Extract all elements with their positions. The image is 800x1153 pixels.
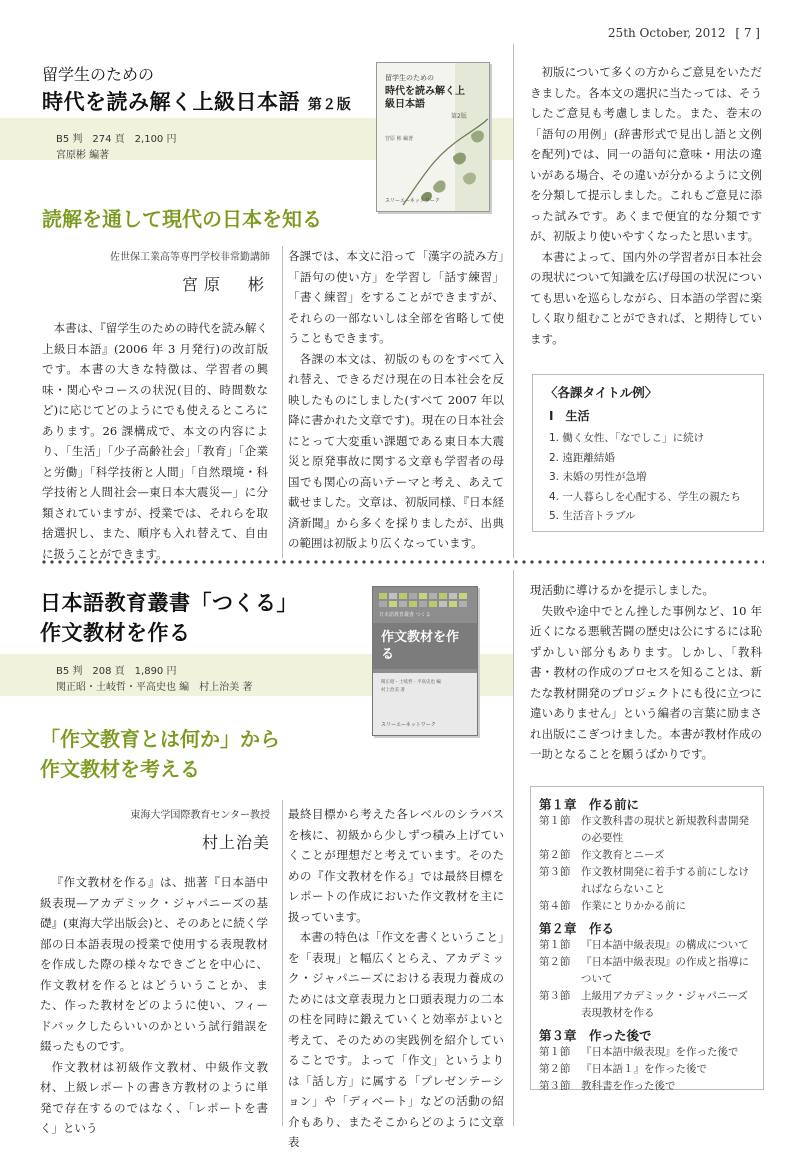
- toc-text: 作文教育とニーズ: [581, 849, 665, 861]
- article2-para4: 本書の特色は「作文を書くということ」を「表現」と幅広くとらえ、アカデミック・ジャパニーズにおける表現力養成のためには文章表現力と口頭表現力の二本の柱を同時に鍛えていくと効率がよいと考えて、そのための実践例を紹介していることです。よって「作文」というよりは「話し方」に属する「プレゼンテーション」や「ディベート」などの活動の紹介もあり、またそこからどのように文章表: [288, 930, 504, 1149]
- article2-editors: 関正昭・土岐哲・平高史也 編 村上治美 著: [56, 682, 253, 693]
- toc-chapter-2: [539, 919, 755, 1022]
- article1-para4: 初版について多くの方からご意見をいただきました。各本文の選択に当たっては、そうしたご意見も考慮しました。また、巻末の「語句の用例」(辞書形式で見出し語と文例を配列)では、同一の語句に意味・用法の違いがある場合、その違いが分かるように文例を分類して提示しました。これもご意見に添った試みです。あくまで便宜的な分類ですが、初版より使いやすくなったと思います。: [530, 65, 762, 243]
- toc-num: 第１節: [539, 815, 571, 827]
- cover1-publisher: スリーエーネットワーク: [385, 198, 440, 204]
- toc-item: [539, 937, 755, 954]
- toc-chapter-title: 第２章 作る: [539, 921, 615, 936]
- article2-para3: 最終目標から考えた各レベルのシラバスを核に、初級から少しずつ積み上げていくことが理想だと考えています。そのための『作文教材を作る』では最終目標をレポートの作成においた作文教材を主に扱っています。: [288, 807, 504, 924]
- toc-text: 『日本語中級表現』の作成と指導について: [581, 956, 749, 985]
- column-rule: [282, 246, 283, 558]
- toc-item: [539, 1061, 755, 1078]
- cover2-pattern: [379, 593, 471, 609]
- lesson-titles-box: [532, 374, 764, 532]
- cover1-author: 宮原 彬 編著: [385, 136, 414, 142]
- toc-item: [539, 988, 755, 1022]
- toc-chapter-1: [539, 795, 755, 915]
- page-number: [ 7 ]: [735, 26, 760, 40]
- toc-text: 『日本語１』を作った後で: [581, 1063, 707, 1075]
- article2-col1: [40, 872, 268, 1139]
- toc-text: 作業にとりかかる前に: [581, 900, 686, 912]
- book-cover-1: [376, 62, 490, 212]
- article1-author: 宮原 彬: [181, 275, 270, 294]
- toc-item: [539, 813, 755, 847]
- cover1-title: 時代を読み解く上級日本語: [385, 86, 465, 110]
- list-item: 3. 未婚の男性が急増: [549, 471, 647, 483]
- article2-headline-line1: 「作文教育とは何か」から: [40, 727, 280, 751]
- list-item: 5. 生活音トラブル: [549, 510, 636, 522]
- toc-num: 第３節: [539, 866, 571, 878]
- article1-title-text: 時代を読み解く上級日本語: [42, 90, 300, 114]
- dotted-separator: [40, 560, 764, 564]
- toc-text: 作文教材開発に着手する前にしなければならないこと: [581, 866, 749, 895]
- toc-item: [539, 1044, 755, 1061]
- toc-num: 第１節: [539, 939, 571, 951]
- toc-chapter-3: [539, 1026, 755, 1095]
- article1-headline: 読解を通して現代の日本を知る: [42, 207, 322, 231]
- toc-item: [539, 954, 755, 988]
- issue-date: [608, 26, 760, 40]
- toc-item: [539, 864, 755, 898]
- cover1-kicker: 留学生のための: [385, 74, 434, 82]
- book-cover-2: [372, 586, 478, 736]
- article1-affiliation: 佐世保工業高等専門学校非常勤講師: [110, 252, 270, 263]
- article2-para5: 現活動に導けるかを提示しました。: [530, 583, 714, 597]
- cover2-author2: 村上治美 著: [381, 688, 405, 693]
- toc-text: 上級用アカデミック・ジャパニーズ表現教材を作る: [581, 990, 748, 1019]
- column-rule: [513, 44, 514, 558]
- article2-author: 村上治美: [201, 833, 270, 852]
- column-rule: [282, 800, 283, 1126]
- toc-num: 第２節: [539, 956, 571, 968]
- article1-kicker: 留学生のための: [42, 65, 155, 84]
- article1-col2: [288, 246, 504, 554]
- toc-item: [539, 1078, 755, 1095]
- box-title: 〈各課タイトル例〉: [545, 385, 658, 400]
- toc-num: 第１節: [539, 1046, 571, 1058]
- article1-col1: [42, 318, 268, 564]
- cover2-author: 関正昭・土岐哲・平高史也 編: [381, 680, 441, 685]
- box-list: [549, 429, 741, 527]
- article2-affiliation: 東海大学国際教育センター教授: [130, 810, 270, 821]
- toc-box: [530, 786, 764, 1090]
- cover2-title: 作文教材を作る: [381, 630, 460, 662]
- article1-edition: 第２版: [307, 97, 352, 113]
- article1-para3: 各課の本文は、初版のものをすべて入れ替え、できるだけ現在の日本社会を反映したものにしました(すべて 2007 年以降に書かれた文章です)。現在の日本社会にとって大変重い課題である東日本大震災と原発事故に関する文章も学習者の母国でも関心の高いテーマと考え、あえて載せました。文章は、初版同様、『日本経済新聞』から多くを採りましたが、出典の範囲は初版より広くなっています。: [288, 351, 504, 550]
- article1-para1: 本書は、『留学生のための時代を読み解く上級日本語』(2006 年 3 月発行)の改訂版です。本書の大きな特徴は、学習者の興味・関心やコースの状況(目的、時間数など)に応じてどのようにでも使えるところにあります。26 課構成で、本文の内容により、「生活」「少子高齢社会」「教育」「企業と労働」「科学技術と人間」「自然環境・科学技術と人間社会—東日本大震災—」に分類されていますが、授業では、それらを取捨選択し、また、順序も入れ替えて、自由に扱うことができます。: [42, 321, 268, 561]
- article2-title: [40, 588, 298, 648]
- article2-para6: 失敗や途中でとん挫した事例など、10 年近くになる悪戦苦闘の歴史は公にするには恥ずかしい部分もあります。しかし、「教科書・教材の作成のプロセスを知ることは、新たな教材開発のプロジェクトにも役に立つに違いありません」という編者の言葉に励まされ出版にこぎつけました。本書が教材作成の一助となることを願うばかりです。: [530, 603, 762, 761]
- toc-text: 作文教科書の現状と新規教科書開発の必要性: [581, 815, 749, 844]
- article1-col3: [530, 62, 762, 349]
- article2-para2: 作文教材は初級作文教材、中級作文教材、上級レポートの書き方教材のように単発で存在するのではなく、「レポートを書く」という: [40, 1059, 268, 1135]
- article2-col3: [530, 580, 762, 765]
- article2-title-line2: 作文教材を作る: [40, 621, 191, 645]
- toc-num: 第２節: [539, 849, 571, 861]
- article1-specs: [56, 132, 176, 164]
- toc-num: 第３節: [539, 1080, 571, 1092]
- toc-text: 『日本語中級表現』を作った後で: [581, 1046, 739, 1058]
- article2-headline-line2: 作文教材を考える: [40, 757, 200, 781]
- article2-para1: 『作文教材を作る』は、拙著『日本語中級表現—アカデミック・ジャパニーズの基礎』(東海大学出版会)と、そのあとに続く学部の日本語表現の授業で使用する表現教材を作成した際の様々なできごとを中心に、作文教材を作るとはどういうことか、また、作った教材をどのように使い、フィードバックしたらいいのかという試行錯誤を綴ったものです。: [40, 875, 268, 1053]
- toc-text: 教科書を作った後で: [581, 1080, 676, 1092]
- article1-editor: 宮原彬 編著: [56, 150, 110, 161]
- article2-specs: [56, 664, 252, 696]
- cover2-publisher: スリーエーネットワーク: [381, 722, 436, 728]
- article2-headline: [40, 724, 280, 784]
- article1-spec-line: B5 判 274 頁 2,100 円: [56, 134, 177, 145]
- article2-title-line1: 日本語教育叢書「つくる」: [40, 591, 298, 615]
- toc-item: [539, 847, 755, 864]
- article1-para2: 各課では、本文に沿って「漢字の読み方」「語句の使い方」を学習し「話す練習」「書く練習」をすることができますが、それらの一部ないしは全部を省略して使うこともできます。: [288, 249, 504, 345]
- leaf-vine-illustration: [393, 117, 489, 207]
- cover2-series: 日本語教育叢書 つくる: [379, 612, 431, 618]
- box-section: Ⅰ 生活: [549, 409, 590, 423]
- article2-spec-line: B5 判 208 頁 1,890 円: [56, 666, 177, 677]
- toc-num: 第４節: [539, 900, 571, 912]
- date-text: 25th October, 2012: [607, 26, 726, 40]
- toc-num: 第３節: [539, 990, 571, 1002]
- toc-text: 『日本語中級表現』の構成について: [581, 939, 749, 951]
- list-item: 2. 遠距離結婚: [549, 451, 615, 464]
- toc-num: 第２節: [539, 1063, 571, 1075]
- list-item: 1. 働く女性、「なでしこ」に続け: [549, 432, 705, 444]
- column-rule: [513, 570, 514, 1126]
- toc-chapter-title: 第１章 作る前に: [539, 797, 640, 812]
- article1-para5: 本書によって、国内外の学習者が日本社会の現状について知識を広げ母国の状況についても思いを巡らしながら、日本語の学習に楽しく取り組むことができれば、と期待しています。: [530, 249, 762, 346]
- cover1-edition: 第2版: [451, 113, 467, 120]
- list-item: 4. 一人暮らしを心配する、学生の親たち: [549, 490, 741, 503]
- article2-col2: [288, 804, 504, 1153]
- article1-title: [42, 86, 351, 116]
- toc-chapter-title: 第３章 作った後で: [539, 1028, 652, 1043]
- toc-item: [539, 898, 755, 915]
